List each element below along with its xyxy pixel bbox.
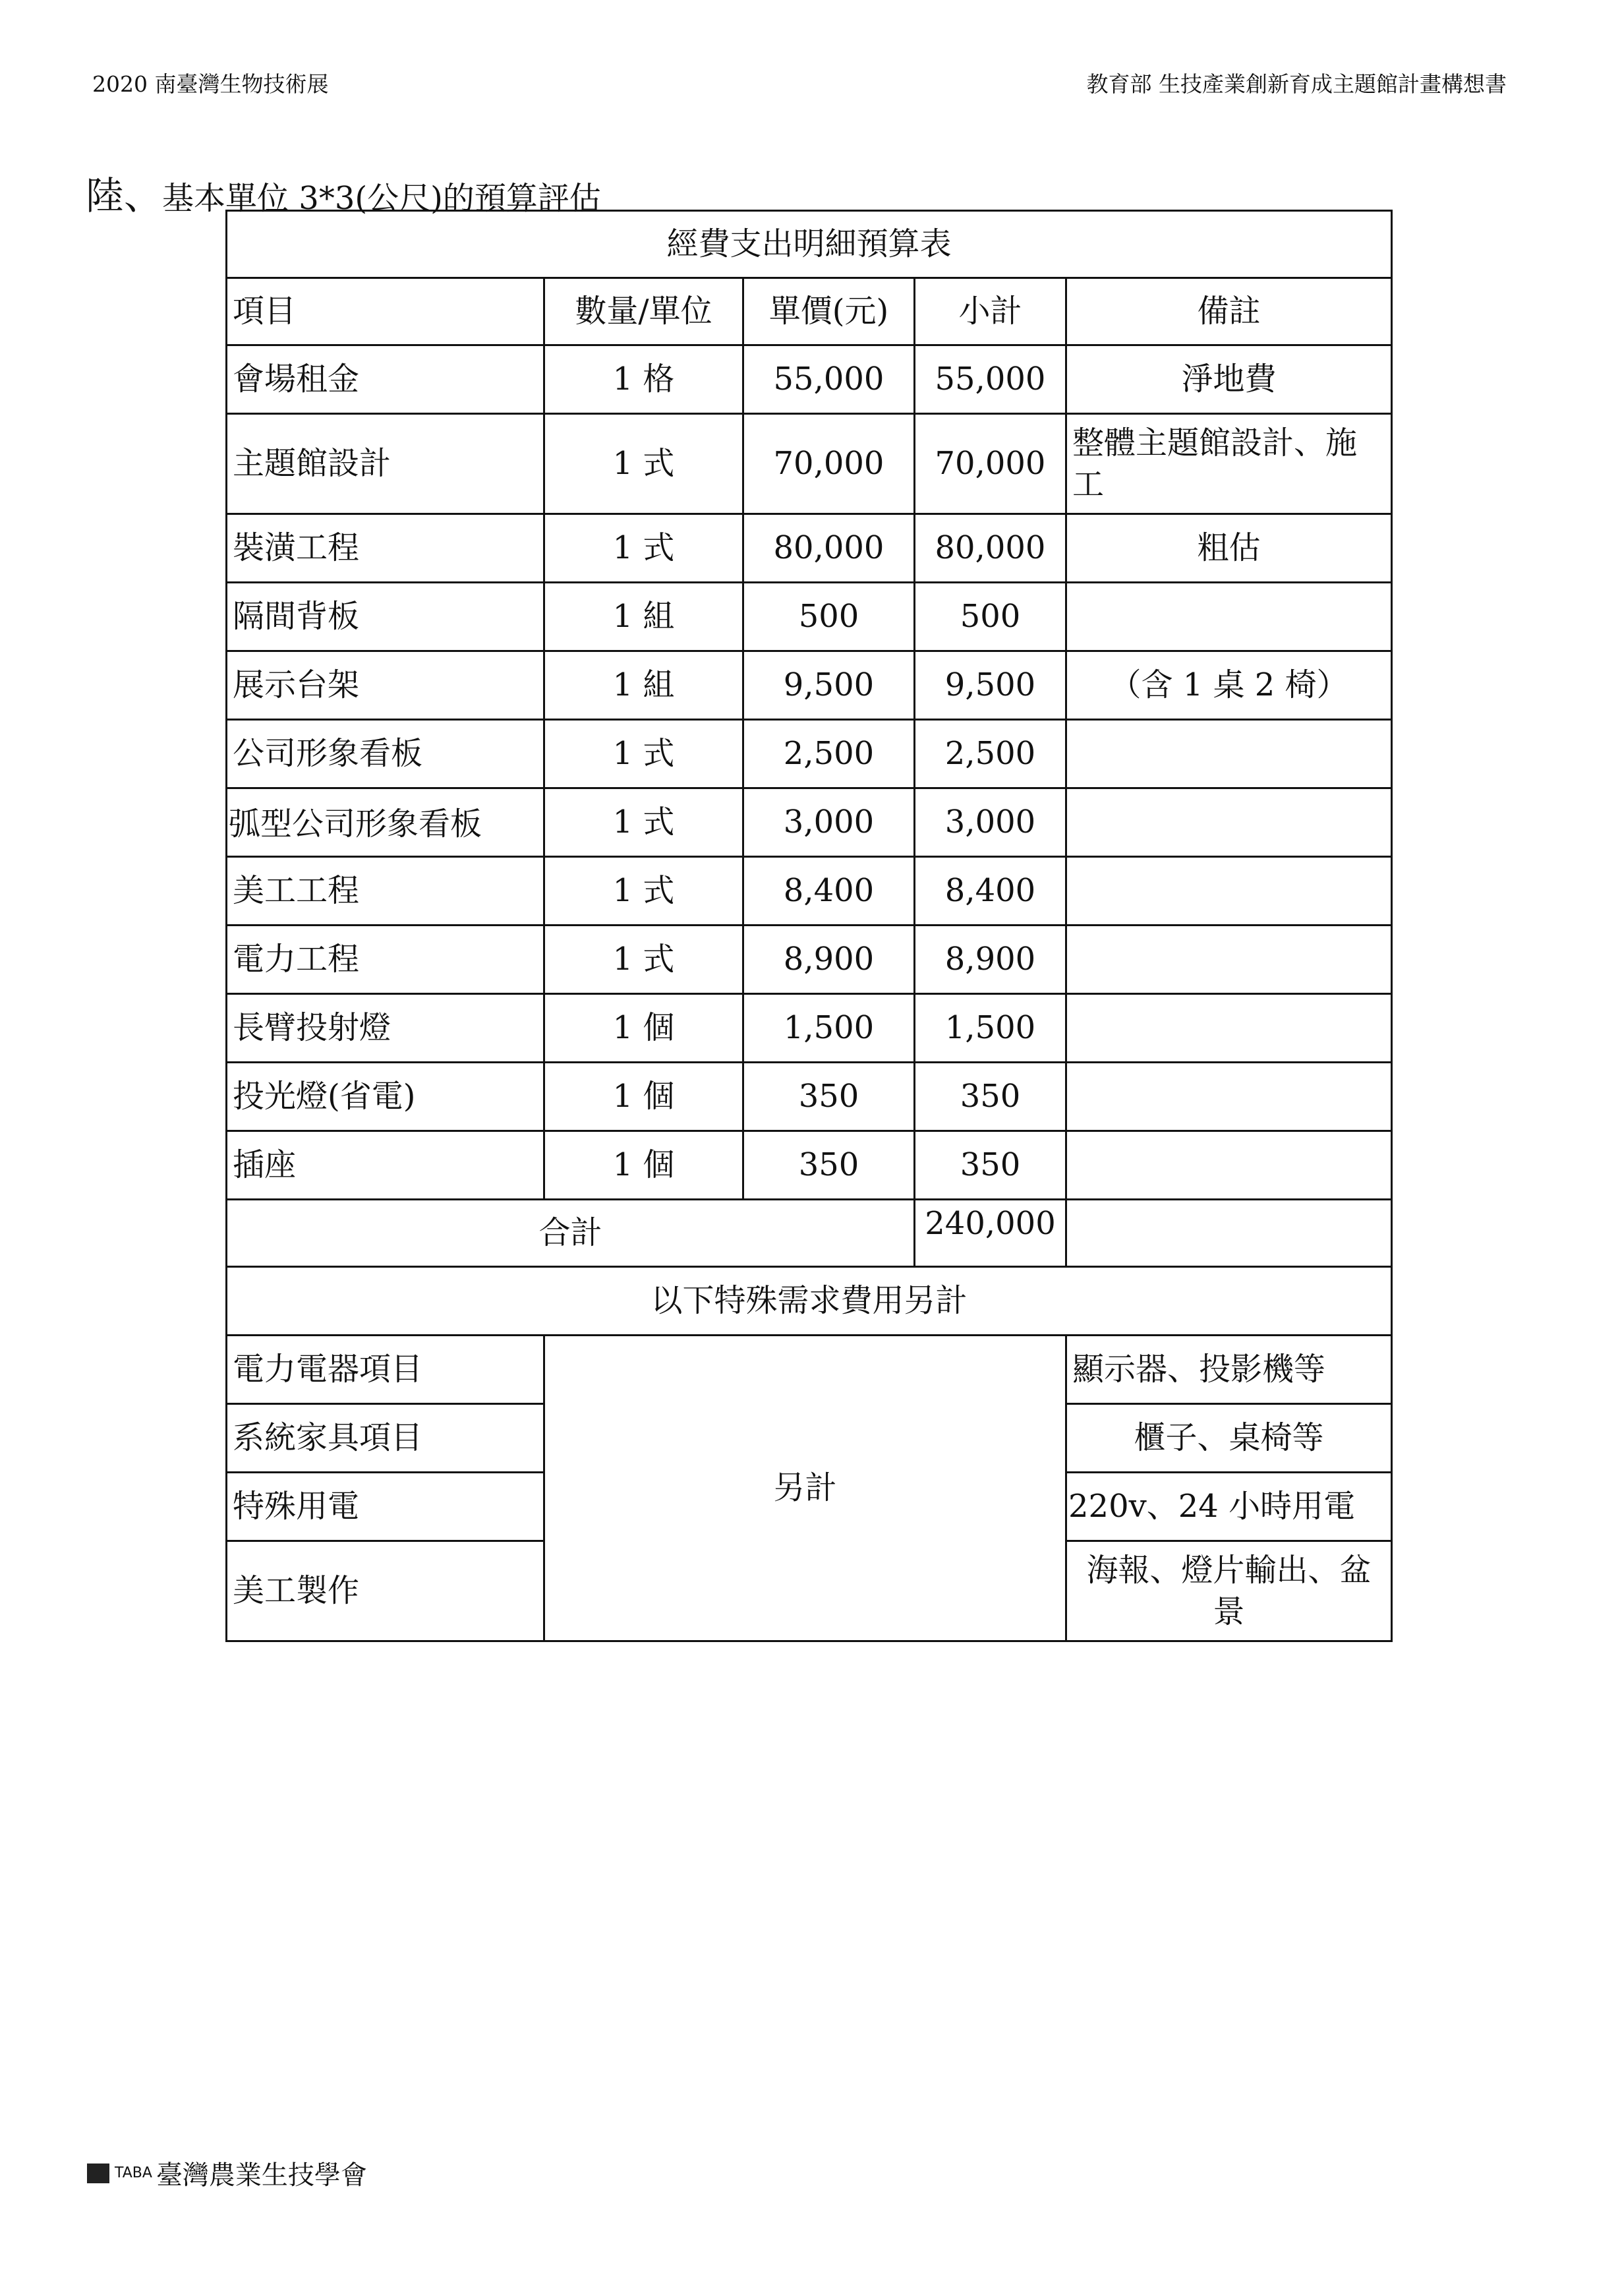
qty-cell: 1 組 [544, 651, 743, 720]
note-cell: 淨地費 [1066, 345, 1392, 414]
price-cell: 350 [743, 1063, 915, 1131]
table-row [227, 857, 1392, 926]
qty-cell: 1 式 [544, 414, 743, 514]
table-row [227, 926, 1392, 994]
table-header-row [227, 278, 1392, 345]
col-header-price: 單價(元) [743, 278, 915, 345]
price-cell: 8,400 [743, 857, 915, 926]
subtotal-cell: 2,500 [915, 720, 1066, 788]
price-cell: 2,500 [743, 720, 915, 788]
price-cell: 70,000 [743, 414, 915, 514]
qty-cell: 1 個 [544, 1131, 743, 1200]
special-caption: 以下特殊需求費用另計 [227, 1267, 1392, 1336]
logo-text: TABA [115, 2164, 152, 2181]
subtotal-cell: 9,500 [915, 651, 1066, 720]
item-cell: 弧型公司形象看板 [227, 788, 544, 857]
note-cell [1066, 720, 1392, 788]
taba-logo-icon [87, 2164, 109, 2183]
col-header-item: 項目 [227, 278, 544, 345]
item-cell: 裝潢工程 [227, 514, 544, 583]
table-row [227, 583, 1392, 651]
special-item-cell: 系統家具項目 [227, 1404, 544, 1473]
item-cell: 展示台架 [227, 651, 544, 720]
price-cell: 8,900 [743, 926, 915, 994]
table-row [227, 345, 1392, 414]
special-note-cell: 櫃子、桌椅等 [1066, 1404, 1392, 1473]
item-cell: 插座 [227, 1131, 544, 1200]
special-note-cell: 220v、24 小時用電 [1066, 1473, 1392, 1541]
table-caption: 經費支出明細預算表 [227, 211, 1392, 278]
item-cell: 會場租金 [227, 345, 544, 414]
qty-cell: 1 個 [544, 1063, 743, 1131]
price-cell: 350 [743, 1131, 915, 1200]
special-item-cell: 特殊用電 [227, 1473, 544, 1541]
price-cell: 500 [743, 583, 915, 651]
section-title-text: 基本單位 3*3(公尺)的預算評估 [162, 180, 601, 217]
special-note-cell: 海報、燈片輸出、盆景 [1066, 1541, 1392, 1641]
note-cell [1066, 926, 1392, 994]
item-cell: 美工工程 [227, 857, 544, 926]
special-note-cell: 顯示器、投影機等 [1066, 1336, 1392, 1404]
special-item-cell: 電力電器項目 [227, 1336, 544, 1404]
qty-cell: 1 組 [544, 583, 743, 651]
qty-cell: 1 式 [544, 720, 743, 788]
subtotal-cell: 80,000 [915, 514, 1066, 583]
subtotal-cell: 70,000 [915, 414, 1066, 514]
footer [87, 2154, 367, 2192]
note-cell: 整體主題館設計、施工 [1066, 414, 1392, 514]
subtotal-cell: 8,400 [915, 857, 1066, 926]
special-item-cell: 美工製作 [227, 1541, 544, 1641]
item-cell: 電力工程 [227, 926, 544, 994]
special-row [227, 1336, 1392, 1404]
table-row [227, 414, 1392, 514]
subtotal-cell: 3,000 [915, 788, 1066, 857]
col-header-qty: 數量/單位 [544, 278, 743, 345]
item-cell: 主題館設計 [227, 414, 544, 514]
note-cell: 粗估 [1066, 514, 1392, 583]
table-row [227, 651, 1392, 720]
qty-cell: 1 格 [544, 345, 743, 414]
table-row [227, 720, 1392, 788]
col-header-note: 備註 [1066, 278, 1392, 345]
total-value: 240,000 [915, 1200, 1066, 1267]
price-cell: 3,000 [743, 788, 915, 857]
note-cell [1066, 994, 1392, 1063]
subtotal-cell: 350 [915, 1131, 1066, 1200]
item-cell: 投光燈(省電) [227, 1063, 544, 1131]
price-cell: 9,500 [743, 651, 915, 720]
col-header-subtotal: 小計 [915, 278, 1066, 345]
qty-cell: 1 式 [544, 926, 743, 994]
subtotal-cell: 350 [915, 1063, 1066, 1131]
special-merged-cell: 另計 [544, 1336, 1066, 1641]
qty-cell: 1 個 [544, 994, 743, 1063]
note-cell: （含 1 桌 2 椅） [1066, 651, 1392, 720]
footer-org: 臺灣農業生技學會 [156, 2160, 367, 2191]
table-row [227, 788, 1392, 857]
item-cell: 長臂投射燈 [227, 994, 544, 1063]
subtotal-cell: 55,000 [915, 345, 1066, 414]
note-cell [1066, 1063, 1392, 1131]
table-row [227, 1131, 1392, 1200]
note-cell [1066, 1131, 1392, 1200]
item-cell: 公司形象看板 [227, 720, 544, 788]
subtotal-cell: 500 [915, 583, 1066, 651]
qty-cell: 1 式 [544, 857, 743, 926]
header-left: 2020 南臺灣生物技術展 [92, 71, 329, 97]
section-number: 陸、 [86, 173, 163, 218]
note-cell [1066, 583, 1392, 651]
subtotal-cell: 1,500 [915, 994, 1066, 1063]
total-label: 合計 [227, 1200, 915, 1267]
item-cell: 隔間背板 [227, 583, 544, 651]
note-cell [1066, 857, 1392, 926]
table-row [227, 1063, 1392, 1131]
price-cell: 55,000 [743, 345, 915, 414]
price-cell: 1,500 [743, 994, 915, 1063]
qty-cell: 1 式 [544, 514, 743, 583]
subtotal-cell: 8,900 [915, 926, 1066, 994]
qty-cell: 1 式 [544, 788, 743, 857]
budget-table [225, 210, 1393, 1642]
table-row [227, 514, 1392, 583]
total-note [1066, 1200, 1392, 1267]
note-cell [1066, 788, 1392, 857]
total-row [227, 1200, 1392, 1267]
header-right: 教育部 生技產業創新育成主題館計畫構想書 [1086, 71, 1507, 97]
price-cell: 80,000 [743, 514, 915, 583]
table-row [227, 994, 1392, 1063]
